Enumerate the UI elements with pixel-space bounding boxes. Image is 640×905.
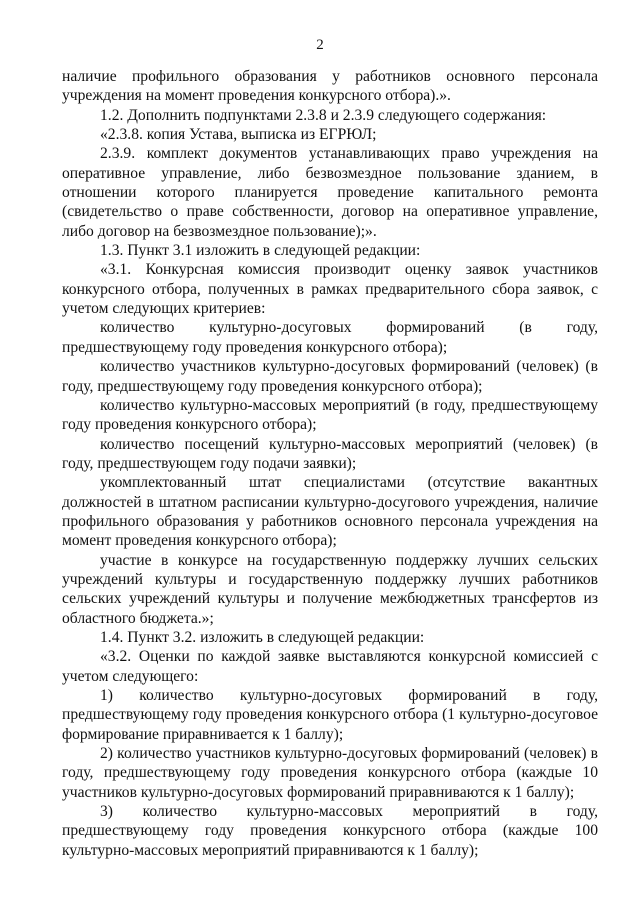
page-number: 2: [316, 37, 324, 53]
criterion-events: количество культурно-массовых мероприятий (в году, предшествующему году проведения конкурсного отбора);: [62, 396, 598, 434]
paragraph-3-1: «3.1. Конкурсная комиссия производит оценку заявок участников конкурсного отбора, полученных в рамках предварительного сбора заявок, с учетом следующих критериев:: [62, 261, 598, 318]
paragraph-item-1-2: 1.2. Дополнить подпунктами 2.3.8 и 2.3.9 следующего содержания:: [100, 106, 547, 124]
score-item-2: 2) количество участников культурно-досуговых формирований (человек) в году, предшествующему году проведения конкурсного отбора (каждые 10 участников культурно-досуговых формирований приравниваются к 1 баллу);: [62, 745, 598, 801]
criterion-contest: участие в конкурсе на государственную поддержку лучших сельских учреждений культуры и государственную поддержку лучших работников сельских учреждений культуры и получение межбюджетных трансфертов из областного бюджета.»;: [62, 551, 598, 627]
score-item-1: 1) количество культурно-досуговых формирований в году, предшествующему году проведения конкурсного отбора (1 культурно-досуговое формирование приравнивается к 1 баллу);: [62, 687, 598, 743]
criterion-staff: укомплектованный штат специалистами (отсутствие вакантных должностей в штатном расписании культурно-досугового учреждения, наличие профильного образования у работников основного персонала учреждения на момент проведения конкурсного отбора);: [62, 474, 598, 550]
paragraph-2-3-9: 2.3.9. комплект документов устанавливающих право учреждения на оперативное управление, либо безвозмездное пользование зданием, в отношении которого планируется проведение капитального ремонта (свидетельство о праве собственности, договор на оперативное управление, либо договор на безвозмездное пользование);».: [62, 145, 598, 240]
paragraph-3-2: «3.2. Оценки по каждой заявке выставляются конкурсной комиссией с учетом следующего:: [62, 648, 598, 685]
score-item-3: 3) количество культурно-массовых мероприятий в году, предшествующему году проведения конкурсного отбора (каждые 100 культурно-массовых мероприятий приравниваются к 1 баллу);: [62, 803, 598, 859]
criterion-formations: количество культурно-досуговых формирований (в году, предшествующему году проведения конкурсного отбора);: [62, 319, 598, 356]
document-body: [62, 67, 598, 860]
paragraph-item-1-4: 1.4. Пункт 3.2. изложить в следующей редакции:: [100, 628, 425, 646]
paragraph-item-1-3: 1.3. Пункт 3.1 изложить в следующей редакции:: [100, 242, 421, 260]
paragraph-2-3-8: «2.3.8. копия Устава, выписка из ЕГРЮЛ;: [100, 126, 377, 144]
criterion-participants: количество участников культурно-досуговых формирований (человек) (в году, предшествующему году проведения конкурсного отбора);: [62, 358, 598, 395]
paragraph-continuation: наличие профильного образования у работников основного персонала учреждения на момент проведения конкурсного отбора).».: [62, 68, 598, 105]
criterion-visits: количество посещений культурно-массовых мероприятий (человек) (в году, предшествующем году подачи заявки);: [62, 435, 598, 472]
